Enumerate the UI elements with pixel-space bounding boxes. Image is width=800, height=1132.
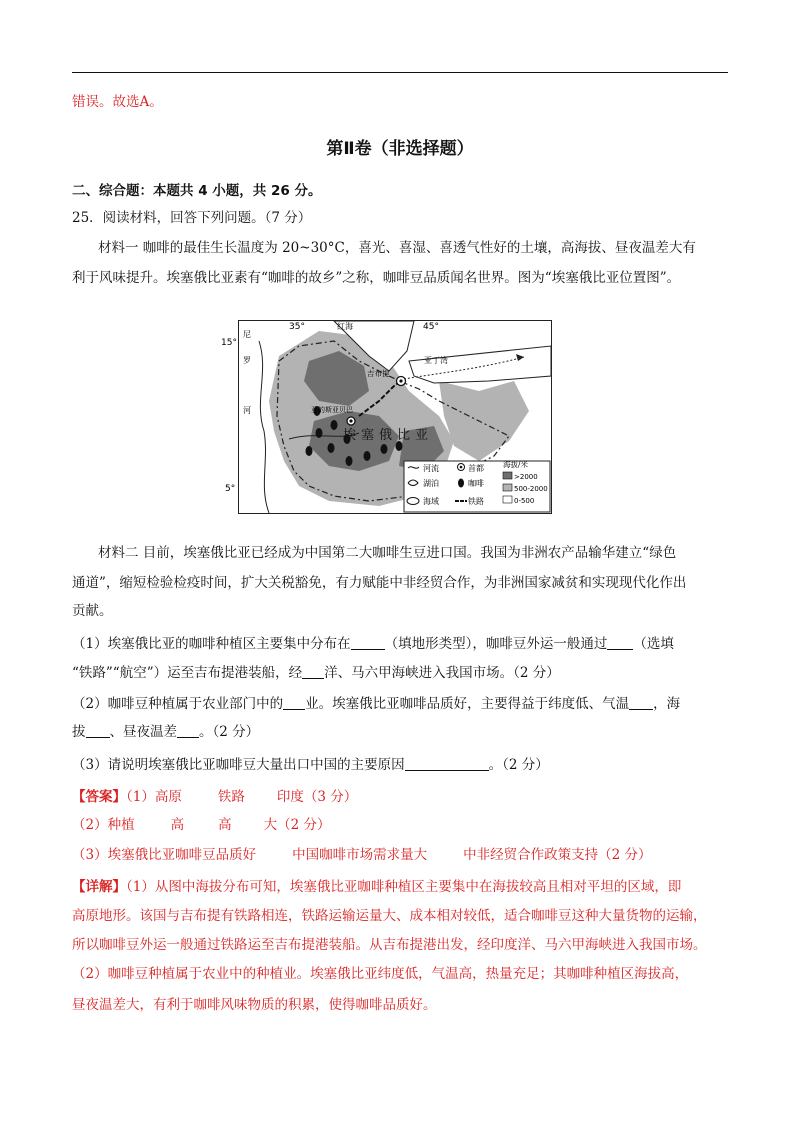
detail-text-1: （1）从图中海拔分布可知，埃塞俄比亚咖啡种植区主要集中在海拔较高且相对平坦的区域，即	[126, 879, 682, 895]
answer-1b: 铁路	[217, 789, 245, 805]
sub3-text-b: 。（2 分）	[488, 757, 549, 773]
map-label-nile-2: 罗	[243, 356, 251, 365]
map-label-lon-35: 35°	[289, 322, 305, 332]
map-label-gulf: 亚丁湾	[424, 356, 448, 365]
question-25-stem: 25．阅读材料，回答下列问题。（7 分）	[72, 210, 312, 226]
answer-3a: （3）埃塞俄比亚咖啡豆品质好	[72, 847, 257, 863]
legend-elevation-mid: 500-2000	[514, 485, 548, 493]
legend-lake: 湖泊	[423, 479, 439, 488]
legend-elevation-high: >2000	[514, 473, 538, 481]
answer-line-2	[72, 815, 728, 835]
sub2-text-b: 业。埃塞俄比亚咖啡品质好，主要得益于纬度低、气温	[305, 696, 630, 712]
answer-1a: （1）高原	[126, 789, 182, 805]
sub-question-1-line-2	[72, 663, 728, 683]
detail-line-1	[72, 877, 728, 897]
sub1-text-e: 洋、马六甲海峡进入我国市场。（2 分）	[324, 665, 560, 681]
map-label-lat-5: 5°	[225, 484, 236, 494]
sub2-text-d: 拔	[72, 724, 86, 740]
header-rule	[72, 72, 728, 73]
answer-tag: 【答案】	[72, 789, 126, 805]
sub-question-3	[72, 755, 728, 775]
answer-3c: 中非经贸合作政策支持（2 分）	[463, 847, 652, 863]
answer-blank[interactable]	[302, 664, 324, 679]
answer-blank[interactable]	[351, 635, 385, 650]
sub2-text-f: 。（2 分）	[199, 724, 260, 740]
map-label-lon-45: 45°	[423, 322, 439, 332]
sub-question-2-line-2	[72, 722, 728, 742]
map-label-nile-1: 尼	[243, 330, 251, 339]
map-label-nile-3: 河	[243, 406, 251, 415]
legend-capital: 首都	[468, 464, 484, 473]
map-label-capital: 亚的斯亚贝巴	[311, 406, 353, 414]
material-1-line-2: 利于风味提升。埃塞俄比亚素有“咖啡的故乡”之称，咖啡豆品质闻名世界。图为“埃塞俄比亚位置图”。	[72, 270, 681, 286]
answer-2a: （2）种植	[72, 817, 135, 833]
answer-blank[interactable]	[283, 695, 305, 710]
legend-river: 河流	[423, 464, 439, 473]
legend-elevation-low: 0-500	[514, 497, 535, 505]
ethiopia-location-map	[221, 320, 552, 514]
legend-sea: 海域	[423, 497, 439, 506]
sub2-text-a: （2）咖啡豆种植属于农业部门中的	[72, 696, 284, 712]
material-2-line-2: 通道”，缩短检验检疫时间，扩大关税豁免，有力赋能中非经贸合作，为非洲国家减贫和实现现代化作出	[72, 575, 687, 591]
sub1-text-a: （1）埃塞俄比亚的咖啡种植区主要集中分布在	[72, 636, 351, 652]
answer-1c: 印度（3 分）	[276, 789, 358, 805]
legend-elevation-title: 海拔/米	[503, 460, 529, 469]
sub2-text-c: ，海	[653, 696, 681, 712]
answer-line-3	[72, 845, 728, 865]
sub-question-2-line-1	[72, 694, 728, 714]
answer-3b: 中国咖啡市场需求量大	[292, 847, 428, 863]
sub-question-1-line-1	[72, 634, 728, 654]
sub1-text-b: （填地形类型），咖啡豆外运一般通过	[384, 636, 608, 652]
answer-2b: 高	[170, 817, 185, 833]
answer-blank[interactable]	[405, 756, 489, 771]
legend-coffee: 咖啡	[468, 479, 484, 488]
answer-2c: 高	[218, 817, 232, 833]
detail-line-5: 昼夜温差大，有利于咖啡风味物质的积累，使得咖啡品质好。	[72, 997, 437, 1013]
material-1-line-1: 材料一 咖啡的最佳生长温度为 20~30°C，喜光、喜湿、喜透气性好的土壤，高海拔、昼夜温差大有	[98, 240, 696, 256]
answer-blank[interactable]	[177, 723, 199, 738]
answer-blank[interactable]	[629, 695, 653, 710]
map-label-country: 埃塞俄比亚	[343, 428, 434, 443]
detail-line-3: 所以咖啡豆外运一般通过铁路运至吉布提港装船。从吉布提港出发，经印度洋、马六甲海峡进入我国市场。	[72, 937, 707, 953]
section-header: 二、综合题：本题共 4 小题，共 26 分。	[72, 183, 322, 199]
detail-tag: 【详解】	[72, 879, 126, 895]
sub1-text-d: “铁路”“航空”）运至吉布提港装船，经	[72, 665, 303, 681]
legend-rail: 铁路	[468, 497, 484, 506]
answer-line-1	[72, 787, 728, 807]
answer-2d: 大（2 分）	[263, 817, 331, 833]
answer-blank[interactable]	[607, 635, 633, 650]
map-legend	[404, 459, 550, 512]
map-label-red-sea: 红海	[337, 322, 353, 331]
material-2-line-3: 贡献。	[72, 603, 113, 619]
sub2-text-e: 、昼夜温差	[109, 724, 177, 740]
sub3-text-a: （3）请说明埃塞俄比亚咖啡豆大量出口中国的主要原因	[72, 757, 405, 773]
section-title: 第Ⅱ卷（非选择题）	[326, 139, 474, 159]
map-label-djibouti: 吉布提	[367, 369, 390, 378]
material-2-line-1: 材料二 目前，埃塞俄比亚已经成为中国第二大咖啡生豆进口国。我国为非洲农产品输华建立“绿色	[98, 545, 677, 561]
detail-line-4: （2）咖啡豆种植属于农业中的种植业。埃塞俄比亚纬度低，气温高，热量充足；其咖啡种植区海拔高，	[72, 966, 689, 982]
answer-blank[interactable]	[86, 723, 110, 738]
detail-line-2: 高原地形。该国与吉布提有铁路相连，铁路运输运量大、成本相对较低，适合咖啡豆这种大量货物的运输，	[72, 908, 707, 924]
previous-answer-conclusion: 错误。故选A。	[72, 94, 163, 110]
sub1-text-c: （选填	[633, 636, 674, 652]
map-label-lat-15: 15°	[221, 338, 237, 348]
